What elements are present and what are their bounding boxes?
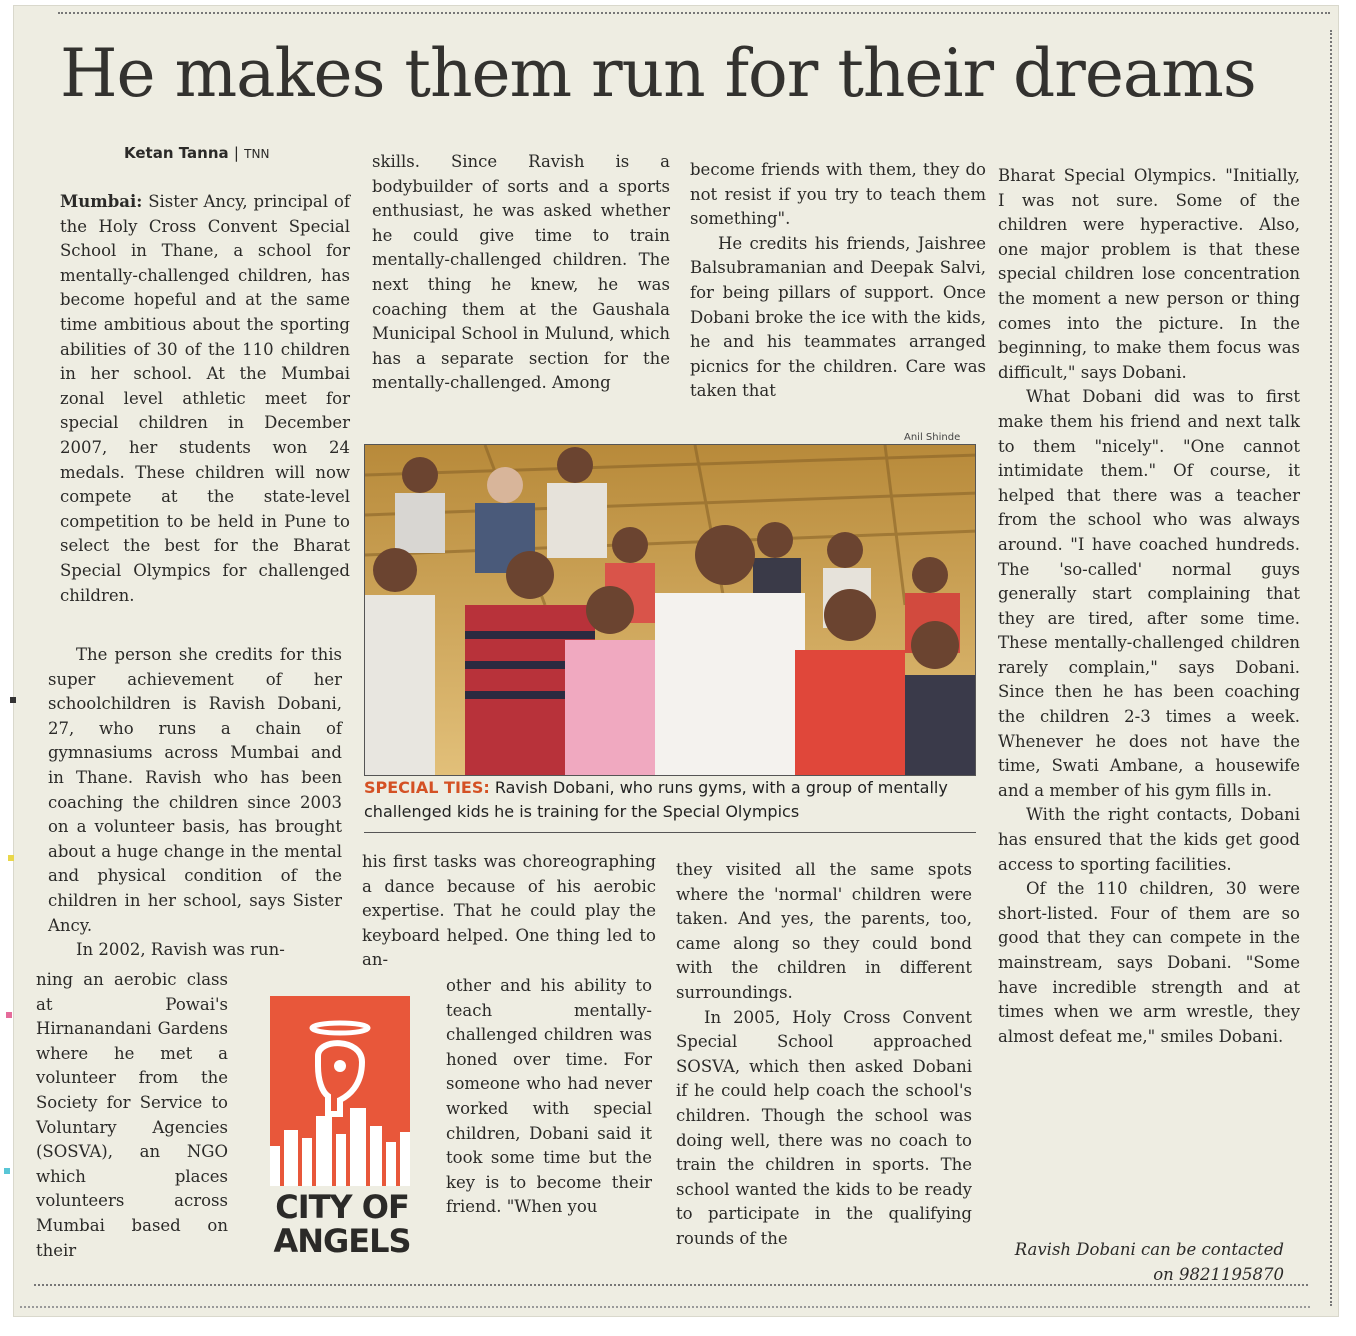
contact-signoff: Ravish Dobani can be contacted on 9821195870 (1014, 1240, 1284, 1284)
article-paragraph: Bharat Special Olympics. "Initially, I was not sure. Some of the children were hyperactive. Also, one major problem is that these special children lose concentration the moment a new person or thing comes into the picture. In the beginning, to make them focus was difficult," says Dobani. (998, 166, 1300, 382)
column-1-cont (48, 643, 342, 963)
paragraph-text: Sister Ancy, principal of the Holy Cross Convent Special School in Thane, a school for mentally-challenged children, has become hopeful and at the same time ambitious about the sporting abilities of 30 of the 110 children in her school. At the Mumbai zonal level athletic meet for special children in December 2007, her students won 24 medals. These children will now compete at the state-level competition to be held in Pune to select the best for the Bharat Special Olympics for challenged children. (60, 192, 350, 605)
article-paragraph: In 2005, Holy Cross Convent Special School approached SOSVA, which then asked Dobani if he could help coach the school's children. Though the school was doing well, there was no coach to train the children in sports. The school wanted the kids to be ready to participate in the qualifying rounds of the (676, 1007, 972, 1248)
column-2-top (372, 150, 670, 396)
caption-text: Ravish Dobani, who runs gyms, with a group of mentally challenged kids he is training for the Special Olympics (364, 778, 948, 821)
column-1 (60, 190, 350, 608)
angel-skyline-icon (270, 996, 410, 1186)
cut-line-right (1330, 30, 1332, 1306)
wordmark-line-1: CITY OF (275, 1188, 409, 1226)
column-2-bottom-narrow (446, 974, 652, 1220)
article-paragraph: In 2002, Ravish was run- (76, 940, 285, 960)
article-paragraph: What Dobani did was to first make them his friend and next talk to them "nicely". "One cannot intimidate them." Of course, it helped that there was a teacher from the school who was always around. "I have coached hundreds. The 'so-called' normal guys generally start complaining that they are tired, after some time. These mentally-challenged children rarely complain," says Dobani. Since then he has been coaching the children 2-3 times a week. Whenever he does not have the time, Swati Ambane, a housewife and a member of his gym fills in. (998, 387, 1300, 800)
news-agency: TNN (244, 147, 270, 161)
article-paragraph: his first tasks was choreographing a dance because of his aerobic expertise. That he could play the keyboard helped. One thing led to an- (362, 852, 656, 970)
column-3-top (690, 158, 986, 404)
margin-mark-cyan (4, 1168, 10, 1174)
margin-mark-black (10, 697, 16, 703)
caption-rule (364, 832, 976, 833)
margin-mark-pink (6, 1012, 12, 1018)
caption-label: SPECIAL TIES: (364, 778, 490, 797)
article-paragraph: He credits his friends, Jaishree Balsubramanian and Deepak Salvi, for being pillars of support. Once Dobani broke the ice with the kids, he and his teammates arranged picnics for the children. Care was taken that (690, 233, 986, 401)
column-2-bottom (362, 850, 656, 973)
byline-separator: | (233, 144, 239, 162)
group-photo-illustration (365, 445, 976, 776)
photo-caption (364, 776, 976, 824)
margin-mark-yellow (8, 855, 14, 861)
article-paragraph: they visited all the same spots where the 'normal' children were taken. And yes, the parents, too, came along so they could bond with the children in different surroundings. (676, 860, 972, 1002)
byline (124, 144, 269, 162)
article-paragraph: other and his ability to teach mentally-challenged children was honed over time. For someone who had never worked with special children, Dobani said it took some time but the key is to become their friend. "When you (446, 976, 652, 1217)
cut-line-top (58, 12, 1330, 14)
article-paragraph: The person she credits for this super achievement of her schoolchildren is Ravish Dobani, 27, who runs a chain of gymnasiums across Mumbai and in Thane. Ravish who has been coaching the children since 2003 on a volunteer basis, has brought about a huge change in the mental and physical condition of the children in her school, says Sister Ancy. (48, 645, 342, 935)
article-paragraph: With the right contacts, Dobani has ensured that the kids get good access to sporting facilities. (998, 805, 1300, 874)
article-paragraph (60, 190, 350, 608)
column-3-bottom (676, 858, 972, 1252)
column-1-bottom (36, 968, 228, 1263)
dateline: Mumbai: (60, 192, 143, 211)
wordmark-line-2: ANGELS (273, 1222, 411, 1260)
city-of-angels-logo (270, 996, 410, 1186)
article-paragraph: Of the 110 children, 30 were short-listed. Four of them are so good that they can compete in the mainstream, says Dobani. "Some have incredible strength and at times when we arm wrestle, they almost defeat me," smiles Dobani. (998, 879, 1300, 1046)
photo (364, 444, 976, 776)
article-paragraph: skills. Since Ravish is a bodybuilder of sorts and a sports enthusiast, he was asked whether he could give time to train mentally-challenged children. The next thing he knew, he was coaching them at the Gaushala Municipal School in Mulund, which has a separate section for the mentally-challenged. Among (372, 152, 670, 393)
photo-credit: Anil Shinde (904, 432, 961, 443)
author-name: Ketan Tanna (124, 144, 229, 162)
city-of-angels-wordmark (262, 1190, 422, 1258)
cut-line-outer (20, 1306, 1310, 1308)
article-paragraph: become friends with them, they do not resist if you try to teach them something". (690, 160, 986, 229)
column-4 (998, 164, 1300, 1049)
headline: He makes them run for their dreams (60, 35, 1256, 112)
article-paragraph: ning an aerobic class at Powai's Hirnanandani Gardens where he met a volunteer from the Society for Service to Voluntary Agencies (SOSVA), an NGO which places volunteers across Mumbai based on their (36, 970, 228, 1260)
